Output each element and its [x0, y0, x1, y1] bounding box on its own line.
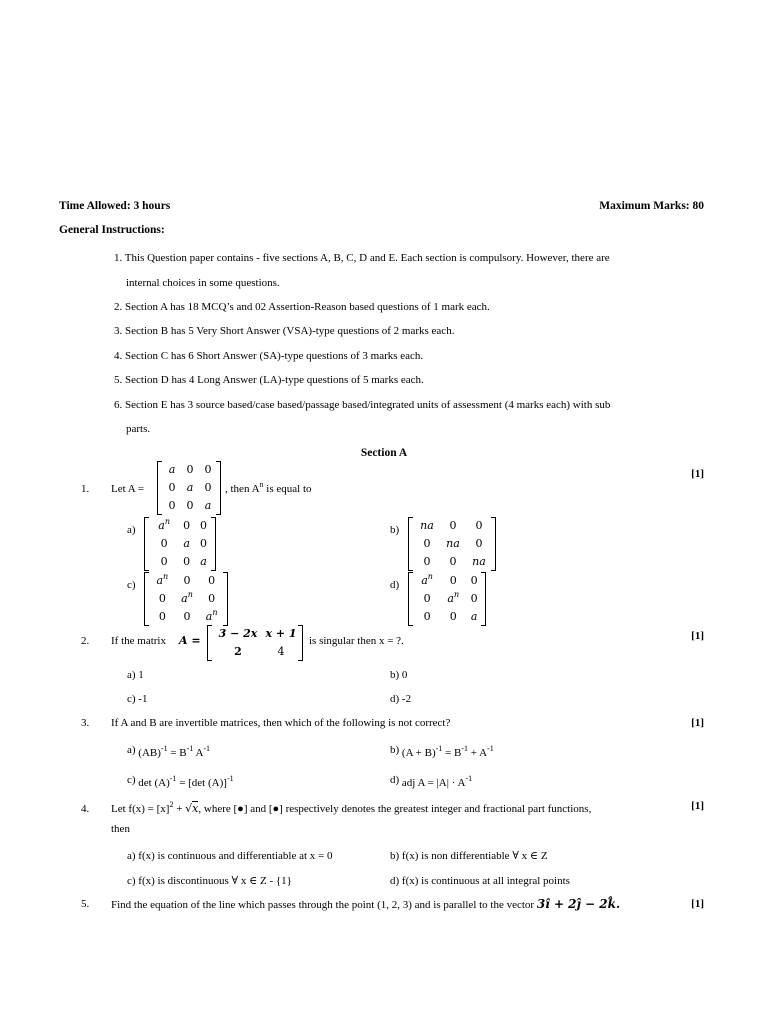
instruction-line: 2. Section A has 18 MCQ’s and 02 Assertion-Reason based questions of 1 mark each. — [114, 301, 490, 313]
question-number: 2. — [81, 635, 90, 647]
q5-text: Find the equation of the line which passes through the point (1, 2, 3) and is parallel to the vector 3î + 2ĵ − 2k̂. — [111, 897, 621, 911]
q3-option-b[interactable]: b) $(A + B)^{-1} = B^{-1} + A^{-1}$ — [390, 744, 494, 759]
q2-matrix-var: A = — [179, 634, 201, 647]
q3-text: If A and B are invertible matrices, then which of the following is not correct? — [111, 717, 451, 729]
q4-text: Let $f(x) = [x]^2 + √x$, where [●] and [●] respectively denotes the greatest integer and fractional part functions, — [111, 800, 592, 815]
q2-suffix: is singular then x = ?. — [309, 635, 404, 647]
q1-option-c-matrix[interactable]: $a^n$ 0 0 0 $a^n$ 0 0 0 $a^n$ — [144, 572, 228, 626]
instruction-line: 4. Section C has 6 Short Answer (SA)-type questions of 3 marks each. — [114, 350, 424, 362]
instruction-line: 3. Section B has 5 Very Short Answer (VSA)-type questions of 2 marks each. — [114, 325, 455, 337]
time-allowed: Time Allowed: 3 hours — [59, 200, 171, 212]
question-number: 5. — [81, 898, 90, 910]
instruction-line: internal choices in some questions. — [126, 277, 280, 289]
instruction-line: 1. This Question paper contains - five sections A, B, C, D and E. Each section is compulsory. However, there are — [114, 252, 610, 264]
q3-option-d[interactable]: d) adj $A = |A| \cdot A^{-1}$ — [390, 774, 473, 789]
question-number: 3. — [81, 717, 90, 729]
marks-badge: [1] — [691, 800, 704, 812]
q3-option-a[interactable]: a) $(AB)^{-1} = B^{-1}$ $A^{-1}$ — [127, 744, 211, 759]
option-label: c) — [127, 579, 136, 591]
q2-option-d[interactable]: d) -2 — [390, 693, 412, 705]
section-title: Section A — [360, 447, 408, 459]
marks-badge: [1] — [691, 898, 704, 910]
option-label: b) — [390, 524, 400, 536]
q1-matrix: a 0 0 0 a 0 0 0 a — [157, 461, 221, 515]
sqrt-icon: √ — [185, 802, 193, 815]
q1-option-a-matrix[interactable]: $a^n$ 0 0 0 a 0 0 0 a — [144, 517, 216, 571]
instruction-line: 6. Section E has 3 source based/case based/passage based/integrated units of assessment (4 marks each) with sub — [114, 399, 611, 411]
q2-option-a[interactable]: a) 1 — [127, 669, 144, 681]
marks-badge: [1] — [691, 468, 704, 480]
q1-suffix: , then $A^n$ is equal to — [225, 480, 312, 495]
q4-option-c[interactable]: c) f(x) is discontinuous ∀ x ∈ Z - {1} — [127, 875, 292, 887]
q2-matrix: 3 − 2x x + 1 2 4 — [207, 625, 303, 661]
general-instructions-heading: General Instructions: — [59, 224, 165, 236]
maximum-marks: Maximum Marks: 80 — [599, 200, 704, 212]
q1-option-b-matrix[interactable]: na 0 0 0 na 0 0 0 na — [408, 517, 496, 571]
q4-option-a[interactable]: a) f(x) is continuous and differentiable at x = 0 — [127, 850, 333, 862]
marks-badge: [1] — [691, 717, 704, 729]
marks-badge: [1] — [691, 630, 704, 642]
q2-option-c[interactable]: c) -1 — [127, 693, 148, 705]
question-number: 1. — [81, 483, 90, 495]
q2-prefix: If the matrix — [111, 635, 166, 647]
q1-option-d-matrix[interactable]: $a^n$ 0 0 0 $a^n$ 0 0 0 a — [408, 572, 486, 626]
q1-prefix: Let A = — [111, 483, 145, 495]
option-label: a) — [127, 524, 136, 536]
q4-option-b[interactable]: b) f(x) is non differentiable ∀ x ∈ Z — [390, 850, 548, 862]
q4-option-d[interactable]: d) f(x) is continuous at all integral points — [390, 875, 570, 887]
question-number: 4. — [81, 803, 90, 815]
q2-option-b[interactable]: b) 0 — [390, 669, 408, 681]
q3-option-c[interactable]: c) $\det (A)^{-1} = [\det$ (A)]$^{-1}$ — [127, 774, 234, 789]
instruction-line: parts. — [126, 423, 151, 435]
instruction-line: 5. Section D has 4 Long Answer (LA)-type questions of 5 marks each. — [114, 374, 424, 386]
q5-vector: 3î + 2ĵ − 2k̂. — [536, 897, 621, 911]
option-label: d) — [390, 579, 400, 591]
q4-text-cont: then — [111, 823, 130, 835]
